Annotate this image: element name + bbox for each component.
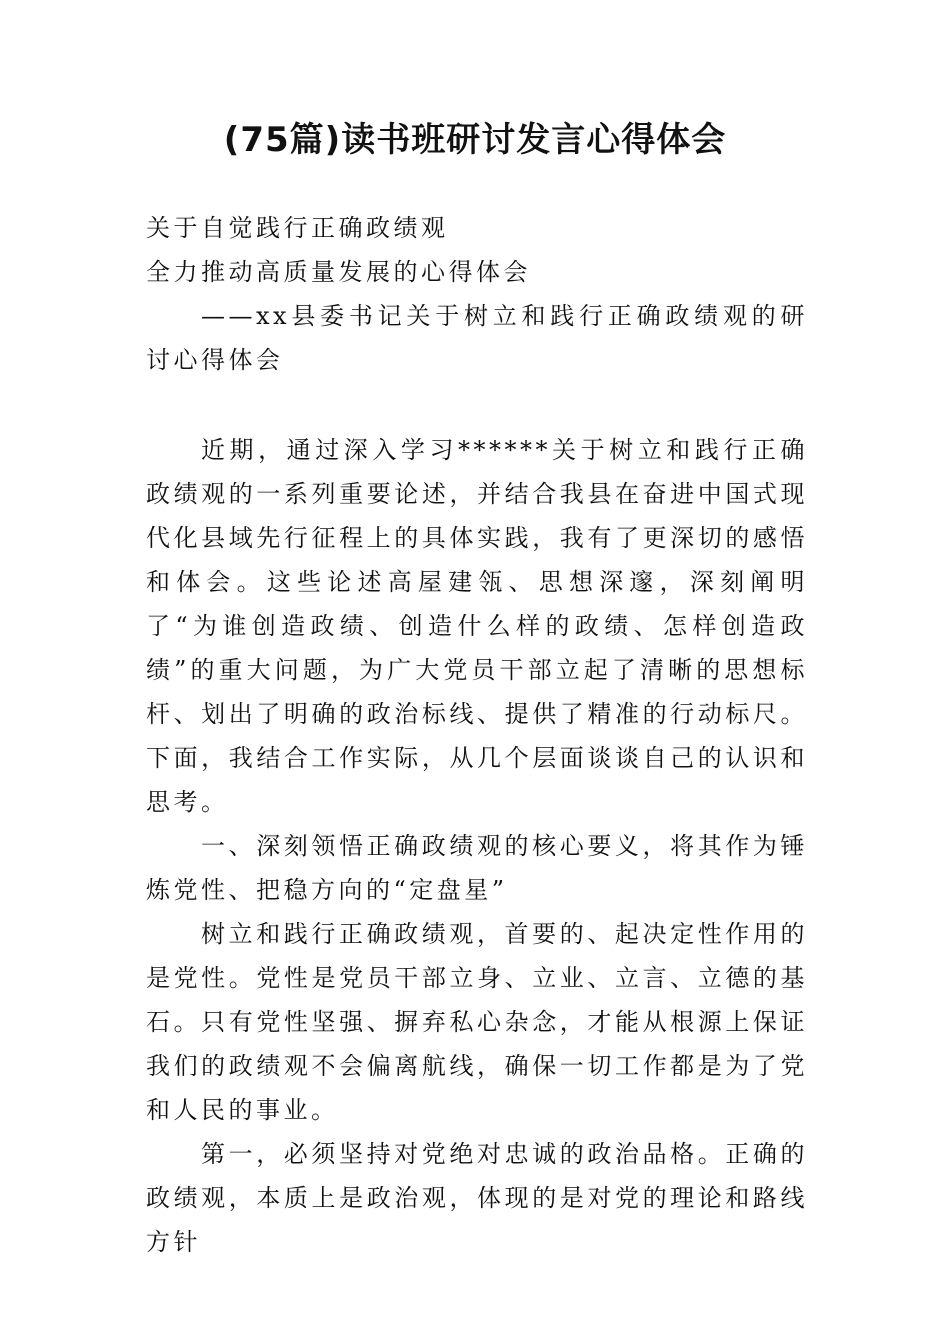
document-body <box>146 428 808 1264</box>
subtitle-line-1: 关于自觉践行正确政绩观 <box>146 214 449 242</box>
document-title: (75篇)读书班研讨发言心得体会 <box>223 120 727 160</box>
byline: ——xx县委书记关于树立和践行正确政绩观的研讨心得体会 <box>146 302 808 374</box>
paragraph-first-point: 第一，必须坚持对党绝对忠诚的政治品格。正确的政绩观，本质上是政治观，体现的是对党的理论和路线方针 <box>146 1140 808 1256</box>
subtitle-line-2: 全力推动高质量发展的心得体会 <box>146 258 531 286</box>
paragraph-party-spirit: 树立和践行正确政绩观，首要的、起决定性作用的是党性。党性是党员干部立身、立业、立言、立德的基石。只有党性坚强、摒弃私心杂念，才能从根源上保证我们的政绩观不会偏离航线，确保一切工作都是为了党和人民的事业。 <box>146 920 808 1124</box>
subtitle-block <box>146 206 808 382</box>
section-heading-1: 一、深刻领悟正确政绩观的核心要义，将其作为锤炼党性、把稳方向的“定盘星” <box>146 832 808 904</box>
paragraph-intro: 近期，通过深入学习******关于树立和践行正确政绩观的一系列重要论述，并结合我县在奋进中国式现代化县域先行征程上的具体实践，我有了更深切的感悟和体会。这些论述高屋建瓴、思想深邃，深刻阐明了“为谁创造政绩、创造什么样的政绩、怎样创造政绩”的重大问题，为广大党员干部立起了清晰的思想标杆、划出了明确的政治标线、提供了精准的行动标尺。下面，我结合工作实际，从几个层面谈谈自己的认识和思考。 <box>146 436 808 816</box>
